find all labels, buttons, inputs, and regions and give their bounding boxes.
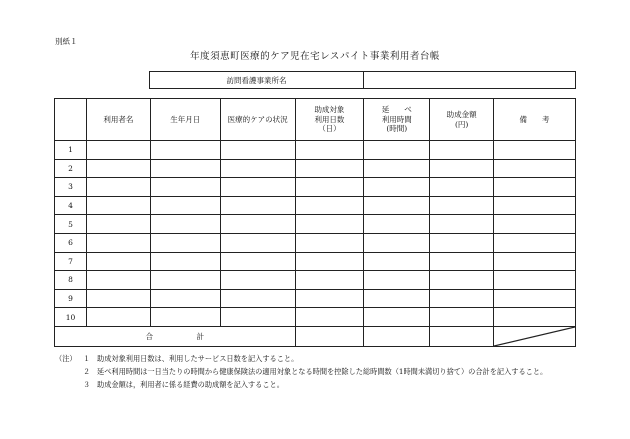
birthdate-cell[interactable] [150, 308, 220, 327]
total-days-cell[interactable] [295, 326, 364, 346]
remarks-cell[interactable] [494, 141, 576, 160]
header-cell: 生年月日 [150, 99, 220, 141]
table-row [55, 196, 576, 215]
medical-care-cell[interactable] [220, 159, 295, 178]
user-name-cell[interactable] [86, 252, 150, 271]
note-text: 延べ利用時間は一日当たりの時間から健康保険法の適用対象となる時間を控除した総時間数（1時間未満切り捨て）の合計を記入すること。 [97, 367, 548, 376]
total-hours-cell[interactable] [364, 308, 430, 327]
agency-label: 訪問看護事業所名 [150, 72, 364, 89]
birthdate-cell[interactable] [150, 196, 220, 215]
header-cell: 備 考 [494, 99, 576, 141]
user-name-cell[interactable] [86, 141, 150, 160]
note-number: １ [83, 354, 91, 363]
notes-section [55, 352, 580, 391]
medical-care-cell[interactable] [220, 233, 295, 252]
header-cell: 助成対象 利用日数 （日） [295, 99, 364, 141]
user-name-cell[interactable] [86, 289, 150, 308]
total-hours-cell[interactable] [364, 326, 430, 346]
subsidy-days-cell[interactable] [295, 233, 364, 252]
total-hours-cell[interactable] [364, 252, 430, 271]
header-cell: 利用者名 [86, 99, 150, 141]
medical-care-cell[interactable] [220, 289, 295, 308]
subsidy-amount-cell[interactable] [430, 252, 494, 271]
total-hours-cell[interactable] [364, 233, 430, 252]
total-hours-cell[interactable] [364, 271, 430, 290]
subsidy-amount-cell[interactable] [430, 233, 494, 252]
user-name-cell[interactable] [86, 178, 150, 197]
medical-care-cell[interactable] [220, 252, 295, 271]
user-name-cell[interactable] [86, 196, 150, 215]
birthdate-cell[interactable] [150, 271, 220, 290]
subsidy-amount-cell[interactable] [430, 215, 494, 234]
medical-care-cell[interactable] [220, 196, 295, 215]
row-number: 2 [55, 159, 87, 178]
subsidy-amount-cell[interactable] [430, 159, 494, 178]
subsidy-days-cell[interactable] [295, 271, 364, 290]
subsidy-days-cell[interactable] [295, 308, 364, 327]
subsidy-days-cell[interactable] [295, 252, 364, 271]
notes-prefix: （注） [55, 354, 77, 363]
remarks-cell[interactable] [494, 289, 576, 308]
header-cell: 医療的ケアの状況 [220, 99, 295, 141]
subsidy-days-cell[interactable] [295, 196, 364, 215]
medical-care-cell[interactable] [220, 141, 295, 160]
notes-indent [55, 378, 83, 391]
subsidy-amount-cell[interactable] [430, 308, 494, 327]
medical-care-cell[interactable] [220, 178, 295, 197]
subsidy-days-cell[interactable] [295, 215, 364, 234]
total-hours-cell[interactable] [364, 178, 430, 197]
row-number: 7 [55, 252, 87, 271]
table-row [55, 289, 576, 308]
row-number: 1 [55, 141, 87, 160]
row-number: 3 [55, 178, 87, 197]
birthdate-cell[interactable] [150, 178, 220, 197]
total-hours-cell[interactable] [364, 289, 430, 308]
total-remarks-crossed-cell [494, 326, 576, 346]
birthdate-cell[interactable] [150, 159, 220, 178]
table-row [55, 178, 576, 197]
remarks-cell[interactable] [494, 252, 576, 271]
subsidy-amount-cell[interactable] [430, 141, 494, 160]
row-number: 8 [55, 271, 87, 290]
user-name-cell[interactable] [86, 233, 150, 252]
header-cell-number [55, 99, 87, 141]
remarks-cell[interactable] [494, 159, 576, 178]
row-number: 4 [55, 196, 87, 215]
total-hours-cell[interactable] [364, 196, 430, 215]
diagonal-line [494, 327, 575, 346]
total-amount-cell[interactable] [430, 326, 494, 346]
table-row [55, 159, 576, 178]
subsidy-amount-cell[interactable] [430, 178, 494, 197]
header-cell: 延 べ 利用時間 (時間) [364, 99, 430, 141]
medical-care-cell[interactable] [220, 271, 295, 290]
remarks-cell[interactable] [494, 308, 576, 327]
note-number: ２ [83, 367, 91, 376]
table-row [55, 215, 576, 234]
medical-care-cell[interactable] [220, 215, 295, 234]
birthdate-cell[interactable] [150, 233, 220, 252]
note-item [55, 378, 580, 391]
birthdate-cell[interactable] [150, 141, 220, 160]
user-name-cell[interactable] [86, 308, 150, 327]
remarks-cell[interactable] [494, 196, 576, 215]
remarks-cell[interactable] [494, 271, 576, 290]
birthdate-cell[interactable] [150, 289, 220, 308]
birthdate-cell[interactable] [150, 215, 220, 234]
total-hours-cell[interactable] [364, 215, 430, 234]
header-row [55, 99, 576, 141]
note-text: 助成対象利用日数は、利用したサービス日数を記入すること。 [97, 354, 299, 363]
subsidy-amount-cell[interactable] [430, 271, 494, 290]
table-row [55, 252, 576, 271]
document-reference: 別紙１ [55, 37, 78, 46]
remarks-cell[interactable] [494, 233, 576, 252]
note-number: ３ [83, 380, 91, 389]
remarks-cell[interactable] [494, 215, 576, 234]
subsidy-days-cell[interactable] [295, 289, 364, 308]
total-hours-cell[interactable] [364, 141, 430, 160]
row-number: 9 [55, 289, 87, 308]
user-register-table [54, 98, 576, 347]
user-name-cell[interactable] [86, 271, 150, 290]
subsidy-days-cell[interactable] [295, 178, 364, 197]
user-name-cell[interactable] [86, 159, 150, 178]
subsidy-amount-cell[interactable] [430, 289, 494, 308]
total-label: 合 計 [55, 326, 296, 346]
header-cell: 助成金額 (円) [430, 99, 494, 141]
document-title: 年度須恵町医療的ケア児在宅レスパイト事業利用者台帳 [190, 51, 440, 62]
total-hours-cell[interactable] [364, 159, 430, 178]
medical-care-cell[interactable] [220, 308, 295, 327]
remarks-cell[interactable] [494, 178, 576, 197]
note-text: 助成金額は，利用者に係る経費の助成額を記入すること。 [97, 380, 284, 389]
note-item [55, 352, 580, 365]
agency-name-field[interactable] [364, 72, 576, 89]
birthdate-cell[interactable] [150, 252, 220, 271]
subsidy-amount-cell[interactable] [430, 196, 494, 215]
table-row [55, 308, 576, 327]
note-item [55, 365, 580, 378]
user-name-cell[interactable] [86, 215, 150, 234]
agency-table [149, 71, 576, 89]
table-row [55, 271, 576, 290]
subsidy-days-cell[interactable] [295, 159, 364, 178]
row-number: 5 [55, 215, 87, 234]
table-row [55, 233, 576, 252]
table-row [55, 141, 576, 160]
subsidy-days-cell[interactable] [295, 141, 364, 160]
total-row [55, 326, 576, 346]
row-number: 6 [55, 233, 87, 252]
notes-indent [55, 365, 83, 378]
row-number: 10 [55, 308, 87, 327]
